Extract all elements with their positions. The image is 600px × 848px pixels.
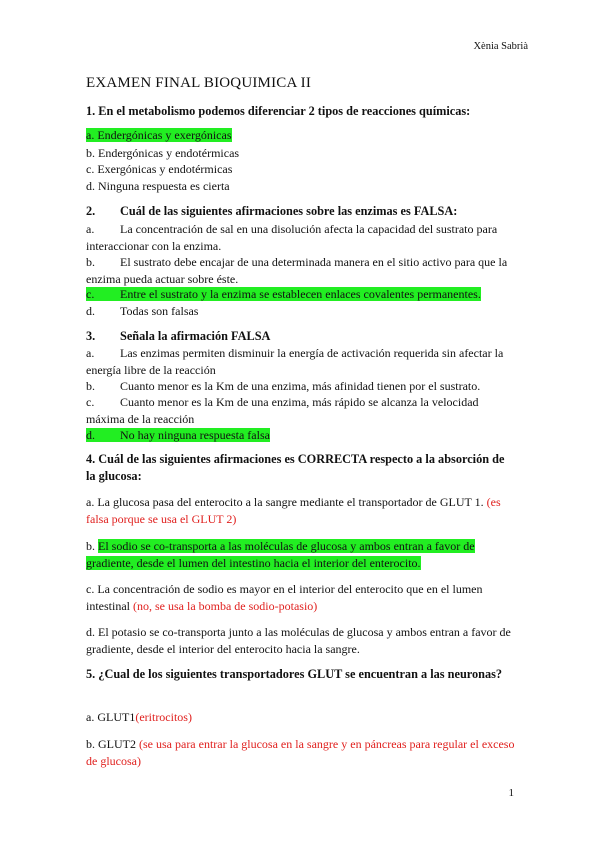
q1-option-b: b. Endergónicas y endotérmicas bbox=[86, 146, 240, 160]
q3-a-label: a. bbox=[86, 346, 95, 360]
q2-option-b bbox=[86, 254, 516, 287]
q4-option-b bbox=[86, 538, 516, 571]
q5-b-note: (se usa para entrar la glucosa en la sangre y en páncreas para regular el exceso de glucosa) bbox=[86, 737, 515, 768]
q3-b-label: b. bbox=[86, 379, 95, 393]
q3-b-text: Cuanto menor es la Km de una enzima, más afinidad tienen por el sustrato. bbox=[120, 379, 481, 393]
q3-d-label: d. bbox=[86, 428, 95, 442]
q3-option-c bbox=[86, 394, 516, 427]
page-number: 1 bbox=[508, 787, 514, 799]
q2-d-text: Todas son falsas bbox=[120, 304, 199, 318]
exam-title: EXAMEN FINAL BIOQUIMICA II bbox=[86, 75, 312, 91]
q4-option-c bbox=[86, 581, 516, 614]
q2-b-label: b. bbox=[86, 255, 95, 269]
q2-option-d bbox=[86, 303, 516, 320]
q3-d-text: No hay ninguna respuesta falsa bbox=[120, 428, 270, 442]
q2-option-a bbox=[86, 221, 516, 254]
question-2 bbox=[86, 203, 516, 220]
q2-text: Cuál de las siguientes afirmaciones sobre las enzimas es FALSA: bbox=[120, 204, 458, 218]
question-4: 4. Cuál de las siguientes afirmaciones es CORRECTA respecto a la absorción de la glucosa: bbox=[86, 452, 505, 483]
q3-option-b bbox=[86, 378, 516, 395]
q3-c-label: c. bbox=[86, 395, 95, 409]
q4-option-a bbox=[86, 494, 516, 527]
q4-a-text: a. La glucosa pasa del enterocito a la sangre mediante el transportador de GLUT 1. bbox=[86, 495, 484, 509]
q4-b-label: b. bbox=[86, 539, 95, 553]
question-3 bbox=[86, 328, 516, 345]
q5-b-text: b. GLUT2 bbox=[86, 737, 136, 751]
question-5: 5. ¿Cual de los siguientes transportadores GLUT se encuentran a las neuronas? bbox=[86, 667, 503, 681]
q3-c-text: Cuanto menor es la Km de una enzima, más rápido se alcanza la velocidad máxima de la reacción bbox=[86, 395, 479, 426]
q3-text: Señala la afirmación FALSA bbox=[120, 329, 271, 343]
q3-d-highlight bbox=[86, 428, 270, 442]
q2-number: 2. bbox=[86, 204, 96, 218]
q5-a-text: a. GLUT1 bbox=[86, 710, 136, 724]
q1-option-c: c. Exergónicas y endotérmicas bbox=[86, 162, 233, 176]
q4-option-d: d. El potasio se co-transporta junto a las moléculas de glucosa y ambos entran a favor de gradiente, desde el interior del enterocito hacia la sangre. bbox=[86, 625, 511, 656]
q1-option-a bbox=[86, 127, 516, 144]
q2-c-text: Entre el sustrato y la enzima se establecen enlaces covalentes permanentes. bbox=[120, 287, 481, 301]
q2-c-label: c. bbox=[86, 287, 95, 301]
q5-option-b bbox=[86, 736, 516, 769]
q4-a-note: (es falsa porque se usa el GLUT 2) bbox=[86, 495, 501, 526]
q3-option-a bbox=[86, 345, 516, 378]
q1-option-d: d. Ninguna respuesta es cierta bbox=[86, 179, 230, 193]
q4-b-text: El sodio se co-transporta a las moléculas de glucosa y ambos entran a favor de gradiente, desde el lumen del intestino hacia el interior del enterocito. bbox=[86, 539, 475, 570]
q4-c-note: (no, se usa la bomba de sodio-potasio) bbox=[133, 598, 318, 613]
q2-a-label: a. bbox=[86, 222, 95, 236]
q1-option-a-text: a. Endergónicas y exergónicas bbox=[86, 128, 232, 142]
q3-number: 3. bbox=[86, 329, 96, 343]
q3-option-d bbox=[86, 427, 516, 444]
q2-a-text: La concentración de sal en una disolución afecta la capacidad del sustrato para interaccionar con la enzima. bbox=[86, 222, 498, 253]
question-1: 1. En el metabolismo podemos diferenciar 2 tipos de reacciones químicas: bbox=[86, 104, 471, 118]
q5-a-note: (eritrocitos) bbox=[135, 710, 192, 724]
q2-option-c bbox=[86, 286, 516, 303]
q2-c-highlight bbox=[86, 287, 481, 301]
author-name: Xènia Sabrià bbox=[473, 41, 528, 52]
q3-a-text: Las enzimas permiten disminuir la energía de activación requerida sin afectar la energía libre de la reacción bbox=[86, 346, 504, 377]
q4-c-text: c. La concentración de sodio es mayor en el interior del enterocito que en el lumen intestinal bbox=[86, 582, 483, 613]
q2-b-text: El sustrato debe encajar de una determinada manera en el sitio activo para que la enzima pueda actuar sobre éste. bbox=[86, 255, 508, 286]
q2-d-label: d. bbox=[86, 304, 95, 318]
q5-option-a bbox=[86, 709, 516, 726]
